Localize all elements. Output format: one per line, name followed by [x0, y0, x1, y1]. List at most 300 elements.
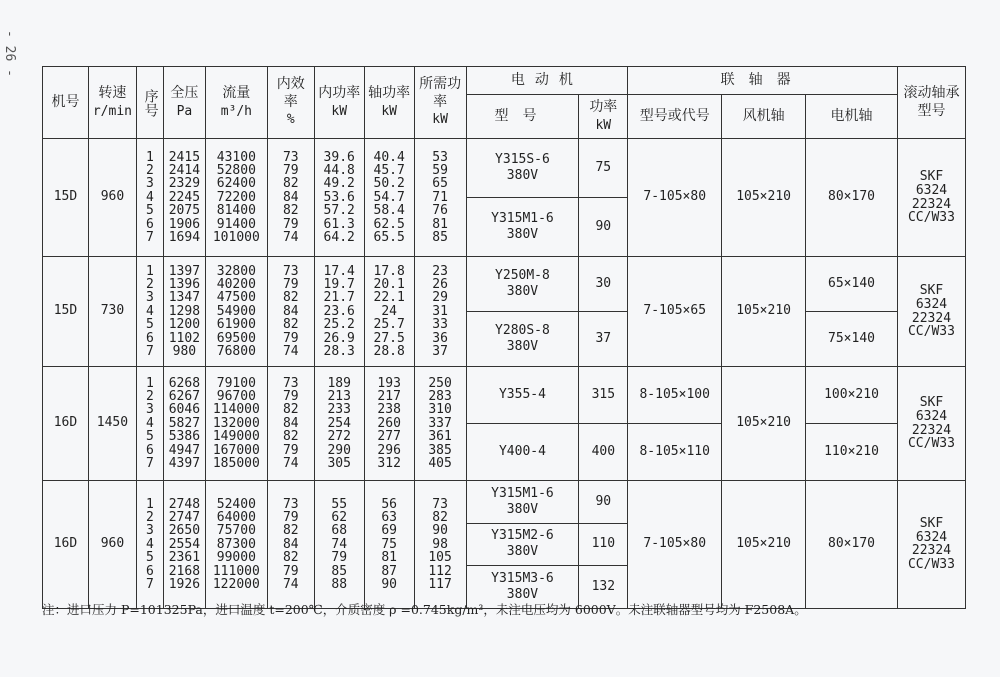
efficiency-value: 79 [282, 510, 299, 526]
header-coupling: 联轴器 [628, 67, 898, 95]
fan-shaft-cell: 105×210 [722, 481, 806, 609]
flow-value: 149000 [212, 429, 260, 445]
pressure-value: 1347 [168, 290, 201, 306]
internal-power-value: 23.6 [323, 303, 355, 319]
bearing-line: SKF [919, 516, 944, 532]
motor-voltage: 380V [506, 339, 539, 354]
speed-cell: 1450 [88, 367, 136, 481]
coupling-model-cell: 7-105×65 [628, 257, 722, 367]
required-power-value: 283 [428, 389, 452, 405]
pressure-value: 2415 [168, 149, 201, 165]
shaft-power-value: 260 [377, 415, 401, 431]
shaft-power-column [364, 367, 414, 481]
efficiency-column [267, 481, 314, 609]
header-shaft-power: 轴功率 kW [364, 67, 414, 139]
pressure-value: 2245 [168, 189, 201, 205]
bearing-line: 22324 [911, 422, 952, 438]
bearing-line: SKF [919, 395, 944, 411]
seq-value: 2 [146, 277, 154, 293]
shaft-power-value: 62.5 [373, 216, 405, 232]
bearing-line: CC/W33 [907, 557, 955, 573]
seq-column [136, 257, 163, 367]
efficiency-value: 82 [282, 290, 299, 306]
internal-power-value: 21.7 [323, 290, 355, 306]
speed-cell: 960 [88, 481, 136, 609]
required-power-value: 250 [428, 375, 452, 391]
machine-number-cell: 16D [43, 367, 89, 481]
internal-power-value: 49.2 [323, 176, 355, 192]
efficiency-value: 84 [282, 189, 299, 205]
header-flow: 流量 m³/h [205, 67, 267, 139]
flow-column [205, 367, 267, 481]
pressure-value: 2329 [168, 176, 201, 192]
motor-voltage: 380V [506, 168, 539, 183]
flow-value: 75700 [216, 523, 256, 539]
bearing-line: 6324 [915, 529, 948, 545]
required-power-value: 37 [432, 343, 448, 359]
efficiency-value: 84 [282, 536, 299, 552]
efficiency-value: 82 [282, 402, 299, 418]
required-power-value: 29 [432, 290, 448, 306]
efficiency-column [267, 367, 314, 481]
bearing-line: CC/W33 [907, 210, 955, 226]
efficiency-value: 73 [282, 263, 299, 279]
flow-column [205, 481, 267, 609]
flow-value: 62400 [216, 176, 256, 192]
required-power-value: 71 [432, 189, 448, 205]
shaft-power-column [364, 257, 414, 367]
fan-spec-table [42, 66, 966, 609]
bearing-cell [897, 367, 965, 481]
efficiency-value: 73 [282, 375, 299, 391]
internal-power-value: 74 [331, 536, 348, 552]
seq-value: 2 [146, 510, 154, 526]
seq-value: 6 [146, 330, 154, 346]
seq-value: 1 [146, 375, 154, 391]
bearing-line: 6324 [915, 408, 948, 424]
required-power-column [414, 367, 466, 481]
header-total-pressure: 全压 Pa [163, 67, 205, 139]
seq-value: 4 [146, 303, 154, 319]
fan-shaft-cell: 105×210 [722, 257, 806, 367]
pressure-value: 2168 [168, 563, 201, 579]
required-power-value: 105 [428, 550, 452, 566]
header-speed: 转速 r/min [88, 67, 136, 139]
flow-value: 81400 [216, 203, 256, 219]
flow-value: 54900 [216, 303, 256, 319]
internal-power-value: 85 [331, 563, 348, 579]
seq-value: 5 [146, 429, 154, 445]
required-power-value: 337 [428, 415, 452, 431]
coupling-model-cell: 7-105×80 [628, 139, 722, 257]
internal-power-value: 61.3 [323, 216, 355, 232]
required-power-value: 53 [432, 149, 448, 165]
required-power-value: 90 [432, 523, 448, 539]
header-motor-model: 型号 [466, 95, 579, 139]
shaft-power-value: 45.7 [373, 163, 405, 179]
efficiency-value: 79 [282, 563, 299, 579]
internal-power-value: 44.8 [323, 163, 355, 179]
shaft-power-value: 217 [377, 389, 401, 405]
motor-shaft-cell: 100×210 [806, 367, 898, 424]
internal-power-value: 290 [327, 442, 351, 458]
pressure-value: 2748 [168, 496, 201, 512]
shaft-power-value: 75 [381, 536, 397, 552]
shaft-power-value: 27.5 [373, 330, 405, 346]
pressure-column [163, 139, 205, 257]
pressure-value: 2075 [168, 203, 201, 219]
required-power-column [414, 139, 466, 257]
header-internal-efficiency: 内效率 % [267, 67, 314, 139]
shaft-power-value: 20.1 [373, 277, 405, 293]
shaft-power-value: 277 [377, 429, 401, 445]
flow-value: 69500 [216, 330, 256, 346]
internal-power-value: 189 [327, 375, 351, 391]
motor-model-cell: Y400-4 [466, 424, 579, 481]
header-bearing: 滚动轴承型号 [897, 67, 965, 139]
motor-model-cell: Y250M-8 380V [466, 257, 579, 312]
shaft-power-value: 69 [381, 523, 397, 539]
pressure-value: 1200 [168, 317, 201, 333]
shaft-power-value: 28.8 [373, 343, 405, 359]
internal-power-value: 88 [331, 576, 348, 592]
pressure-value: 5386 [168, 429, 201, 445]
required-power-value: 112 [428, 563, 452, 579]
efficiency-value: 82 [282, 176, 299, 192]
efficiency-value: 82 [282, 203, 299, 219]
pressure-value: 6268 [168, 375, 201, 391]
header-motor-shaft: 电机轴 [806, 95, 898, 139]
motor-power-cell: 30 [579, 257, 628, 312]
flow-column [205, 257, 267, 367]
shaft-power-value: 312 [377, 455, 401, 471]
bearing-line: CC/W33 [907, 436, 955, 452]
efficiency-value: 79 [282, 277, 299, 293]
internal-power-value: 213 [327, 389, 351, 405]
required-power-value: 81 [432, 216, 448, 232]
seq-value: 1 [146, 149, 154, 165]
pressure-value: 1906 [168, 216, 201, 232]
internal-power-value: 55 [331, 496, 348, 512]
seq-column [136, 367, 163, 481]
seq-column [136, 139, 163, 257]
efficiency-column [267, 257, 314, 367]
flow-value: 87300 [216, 536, 256, 552]
motor-power-cell: 315 [579, 367, 628, 424]
bearing-line: 6324 [915, 296, 948, 312]
pressure-value: 2747 [168, 510, 201, 526]
seq-value: 3 [146, 523, 154, 539]
pressure-value: 2414 [168, 163, 201, 179]
flow-value: 185000 [212, 455, 260, 471]
internal-power-value: 53.6 [323, 189, 355, 205]
table-row [43, 257, 966, 312]
seq-column [136, 481, 163, 609]
shaft-power-column [364, 139, 414, 257]
pressure-column [163, 257, 205, 367]
bearing-line: SKF [919, 169, 944, 185]
pressure-value: 1102 [168, 330, 201, 346]
fan-shaft-cell: 105×210 [722, 139, 806, 257]
motor-model-cell: Y315M1-6 380V [466, 198, 579, 257]
efficiency-value: 73 [282, 496, 299, 512]
header-motor-power: 功率 kW [579, 95, 628, 139]
flow-value: 167000 [212, 442, 260, 458]
pressure-column [163, 367, 205, 481]
pressure-value: 2361 [168, 550, 201, 566]
shaft-power-value: 87 [381, 563, 397, 579]
required-power-value: 117 [428, 576, 452, 592]
seq-value: 1 [146, 496, 154, 512]
efficiency-value: 79 [282, 389, 299, 405]
header-motor: 电动机 [466, 67, 628, 95]
table-footnote: 注：进口压力 P=101325Pa，进口温度 t=200℃，介质密度 ρ =0.745kg/m³，未注电压均为 6000V。未注联轴器型号均为 F2508A。 [42, 602, 807, 617]
shaft-power-value: 238 [377, 402, 401, 418]
flow-value: 52400 [216, 496, 256, 512]
required-power-value: 26 [432, 277, 448, 293]
speed-cell: 960 [88, 139, 136, 257]
pressure-value: 6267 [168, 389, 201, 405]
table-row [43, 481, 966, 524]
efficiency-value: 84 [282, 303, 299, 319]
flow-value: 40200 [216, 277, 256, 293]
seq-value: 7 [146, 343, 154, 359]
pressure-value: 6046 [168, 402, 201, 418]
shaft-power-value: 25.7 [373, 317, 405, 333]
header-internal-power: 内功率 kW [314, 67, 364, 139]
required-power-value: 36 [432, 330, 448, 346]
motor-power-cell: 400 [579, 424, 628, 481]
internal-power-column [314, 139, 364, 257]
motor-shaft-cell: 80×170 [806, 139, 898, 257]
flow-value: 111000 [212, 563, 260, 579]
required-power-value: 76 [432, 203, 448, 219]
coupling-model-cell: 8-105×110 [628, 424, 722, 481]
efficiency-value: 74 [282, 229, 299, 245]
shaft-power-value: 65.5 [373, 229, 405, 245]
flow-value: 79100 [216, 375, 256, 391]
header-machine-no: 机号 [43, 67, 89, 139]
internal-power-value: 272 [327, 429, 351, 445]
pressure-value: 1298 [168, 303, 201, 319]
bearing-cell [897, 481, 965, 609]
seq-value: 1 [146, 263, 154, 279]
speed-cell: 730 [88, 257, 136, 367]
required-power-value: 33 [432, 317, 448, 333]
internal-power-value: 68 [331, 523, 348, 539]
flow-value: 122000 [212, 576, 260, 592]
shaft-power-value: 50.2 [373, 176, 405, 192]
internal-power-value: 17.4 [323, 263, 355, 279]
seq-value: 5 [146, 317, 154, 333]
shaft-power-value: 58.4 [373, 203, 405, 219]
seq-value: 2 [146, 389, 154, 405]
required-power-value: 85 [432, 229, 448, 245]
internal-power-value: 62 [331, 510, 348, 526]
motor-model-cell: Y315M1-6 380V [466, 481, 579, 524]
pressure-value: 1926 [168, 576, 201, 592]
motor-shaft-cell: 75×140 [806, 312, 898, 367]
pressure-column [163, 481, 205, 609]
internal-power-value: 305 [327, 455, 351, 471]
required-power-value: 98 [432, 536, 448, 552]
header-required-power: 所需功率 kW [414, 67, 466, 139]
efficiency-value: 79 [282, 216, 299, 232]
motor-model-cell: Y355-4 [466, 367, 579, 424]
seq-value: 6 [146, 216, 154, 232]
flow-value: 61900 [216, 317, 256, 333]
pressure-value: 1397 [168, 263, 201, 279]
flow-value: 72200 [216, 189, 256, 205]
flow-value: 43100 [216, 149, 256, 165]
motor-voltage: 380V [506, 501, 539, 517]
flow-value: 99000 [216, 550, 256, 566]
required-power-value: 82 [432, 510, 448, 526]
required-power-value: 361 [428, 429, 452, 445]
required-power-value: 310 [428, 402, 452, 418]
bearing-line: CC/W33 [907, 324, 955, 340]
efficiency-value: 82 [282, 550, 299, 566]
bearing-cell [897, 139, 965, 257]
internal-power-value: 79 [331, 550, 348, 566]
internal-power-column [314, 367, 364, 481]
machine-number-cell: 15D [43, 257, 89, 367]
coupling-model-cell: 7-105×80 [628, 481, 722, 609]
efficiency-value: 84 [282, 415, 299, 431]
pressure-value: 4397 [168, 455, 201, 471]
required-power-value: 59 [432, 163, 448, 179]
flow-value: 114000 [212, 402, 260, 418]
efficiency-column [267, 139, 314, 257]
motor-power-cell: 90 [579, 481, 628, 524]
seq-value: 2 [146, 163, 154, 179]
machine-number-cell: 16D [43, 481, 89, 609]
shaft-power-column [364, 481, 414, 609]
seq-value: 3 [146, 402, 154, 418]
flow-value: 132000 [212, 415, 260, 431]
efficiency-value: 74 [282, 455, 299, 471]
required-power-column [414, 481, 466, 609]
motor-shaft-cell: 80×170 [806, 481, 898, 609]
motor-model-cell: Y315M3-6 380V [466, 566, 579, 609]
flow-value: 96700 [216, 389, 256, 405]
efficiency-value: 82 [282, 523, 299, 539]
internal-power-value: 25.2 [323, 317, 355, 333]
seq-value: 7 [146, 576, 154, 592]
seq-value: 4 [146, 536, 154, 552]
seq-value: 3 [146, 176, 154, 192]
seq-value: 6 [146, 563, 154, 579]
flow-value: 32800 [216, 263, 256, 279]
motor-power-cell: 132 [579, 566, 628, 609]
required-power-value: 65 [432, 176, 448, 192]
required-power-value: 73 [432, 496, 448, 512]
page-number: - 26 - [2, 30, 17, 77]
motor-power-cell: 37 [579, 312, 628, 367]
seq-value: 5 [146, 203, 154, 219]
required-power-column [414, 257, 466, 367]
seq-value: 4 [146, 415, 154, 431]
flow-value: 47500 [216, 290, 256, 306]
pressure-value: 980 [172, 343, 197, 359]
seq-value: 7 [146, 229, 154, 245]
required-power-value: 31 [432, 303, 448, 319]
flow-value: 52800 [216, 163, 256, 179]
bearing-line: 22324 [911, 543, 952, 559]
shaft-power-value: 40.4 [373, 149, 405, 165]
coupling-model-cell: 8-105×100 [628, 367, 722, 424]
internal-power-value: 39.6 [323, 149, 355, 165]
motor-voltage: 380V [506, 544, 539, 560]
motor-model-cell: Y315M2-6 380V [466, 523, 579, 566]
shaft-power-value: 63 [381, 510, 397, 526]
motor-shaft-cell: 65×140 [806, 257, 898, 312]
pressure-value: 1396 [168, 277, 201, 293]
internal-power-value: 19.7 [323, 277, 355, 293]
internal-power-column [314, 481, 364, 609]
motor-model-cell: Y315S-6 380V [466, 139, 579, 198]
shaft-power-value: 17.8 [373, 263, 405, 279]
internal-power-value: 64.2 [323, 229, 355, 245]
internal-power-value: 254 [327, 415, 351, 431]
flow-value: 64000 [216, 510, 256, 526]
shaft-power-value: 24 [381, 303, 397, 319]
required-power-value: 405 [428, 455, 452, 471]
table-row [43, 367, 966, 424]
machine-number-cell: 15D [43, 139, 89, 257]
efficiency-value: 74 [282, 343, 299, 359]
shaft-power-value: 193 [377, 375, 401, 391]
internal-power-value: 26.9 [323, 330, 355, 346]
header-fan-shaft: 风机轴 [722, 95, 806, 139]
internal-power-value: 28.3 [323, 343, 355, 359]
internal-power-value: 57.2 [323, 203, 355, 219]
motor-power-cell: 90 [579, 198, 628, 257]
header-coupling-model: 型号或代号 [628, 95, 722, 139]
flow-value: 101000 [212, 229, 260, 245]
shaft-power-value: 296 [377, 442, 401, 458]
motor-voltage: 380V [506, 284, 539, 299]
flow-value: 91400 [216, 216, 256, 232]
shaft-power-value: 81 [381, 550, 397, 566]
table-row [43, 139, 966, 198]
efficiency-value: 82 [282, 317, 299, 333]
pressure-value: 1694 [168, 229, 201, 245]
bearing-line: SKF [919, 283, 944, 299]
pressure-value: 5827 [168, 415, 201, 431]
internal-power-value: 233 [327, 402, 351, 418]
header-seq: 序号 [136, 67, 163, 139]
seq-value: 5 [146, 550, 154, 566]
motor-power-cell: 75 [579, 139, 628, 198]
bearing-cell [897, 257, 965, 367]
motor-voltage: 380V [506, 587, 539, 603]
seq-value: 6 [146, 442, 154, 458]
motor-shaft-cell: 110×210 [806, 424, 898, 481]
efficiency-value: 79 [282, 442, 299, 458]
shaft-power-value: 56 [381, 496, 397, 512]
flow-value: 76800 [216, 343, 256, 359]
required-power-value: 23 [432, 263, 448, 279]
flow-column [205, 139, 267, 257]
pressure-value: 2650 [168, 523, 201, 539]
bearing-line: 22324 [911, 196, 952, 212]
bearing-line: 22324 [911, 310, 952, 326]
seq-value: 7 [146, 455, 154, 471]
motor-model-cell: Y280S-8 380V [466, 312, 579, 367]
motor-power-cell: 110 [579, 523, 628, 566]
seq-value: 3 [146, 290, 154, 306]
